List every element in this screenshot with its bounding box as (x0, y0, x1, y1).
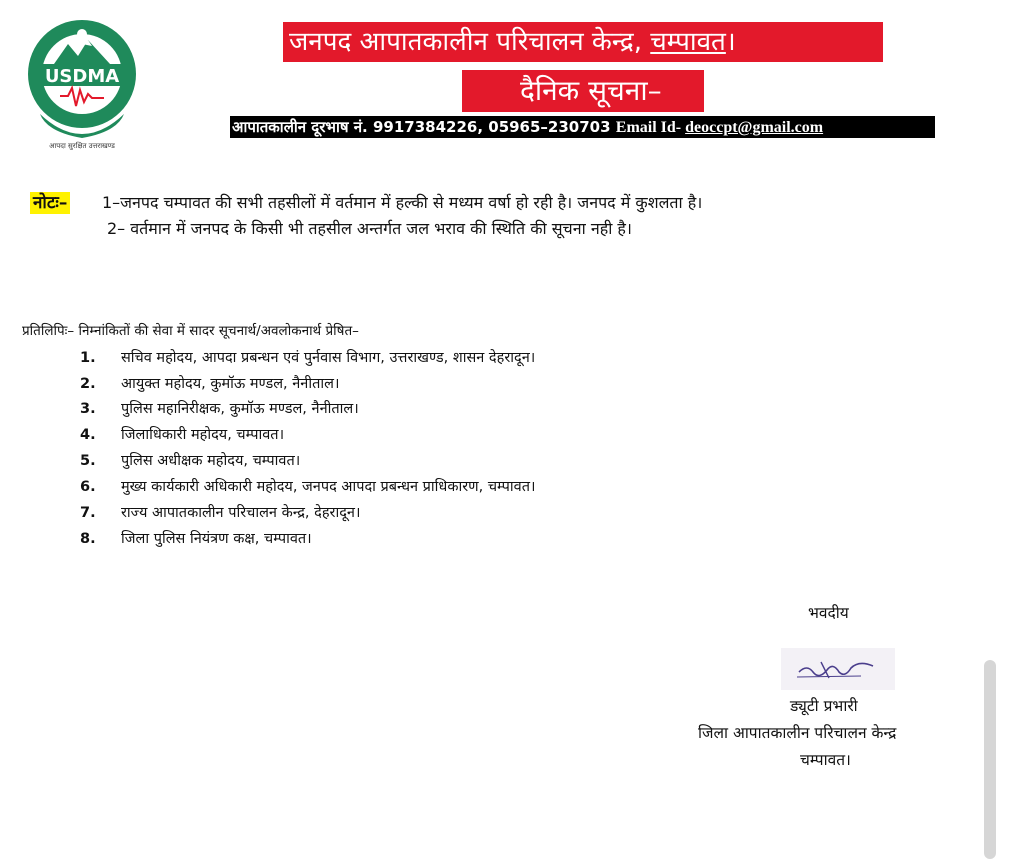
note-line-1: 1–जनपद चम्पावत की सभी तहसीलों में वर्तमान में हल्की से मध्यम वर्षा हो रही है। जनपद में कुशलता है। (102, 193, 703, 212)
place-text: चम्पावत। (800, 751, 851, 769)
list-item (80, 398, 359, 418)
list-number: 4. (80, 427, 96, 443)
subtitle-text: दैनिक सूचना– (520, 74, 662, 107)
email-label: Email Id- (615, 119, 686, 136)
list-item (80, 476, 536, 496)
closing-text: भवदीय (808, 604, 849, 622)
svg-text:आपदा सुरक्षित उत्तराखण्ड: आपदा सुरक्षित उत्तराखण्ड (49, 142, 115, 150)
list-text: पुलिस महानिरीक्षक, कुमॉऊ मण्डल, नैनीताल। (121, 401, 359, 417)
list-number: 1. (80, 350, 96, 366)
contact-phone: आपातकालीन दूरभाष नं. 9917384226, 05965–230703 (232, 118, 616, 136)
list-number: 3. (80, 401, 96, 417)
list-text: पुलिस अधीक्षक महोदय, चम्पावत। (121, 453, 301, 469)
title-end: । (725, 27, 736, 57)
subtitle-banner (462, 70, 704, 112)
list-number: 8. (80, 531, 96, 547)
list-text: जिला पुलिस नियंत्रण कक्ष, चम्पावत। (121, 531, 312, 547)
list-item (80, 528, 312, 548)
usdma-logo (22, 14, 142, 154)
list-number: 7. (80, 505, 96, 521)
note-label: नोटः– (30, 192, 70, 214)
list-item (80, 424, 284, 444)
list-item (80, 373, 339, 393)
list-number: 2. (80, 376, 96, 392)
title-text: जनपद आपातकालीन परिचालन केन्द्र, (289, 27, 651, 57)
title-place: चम्पावत (650, 27, 726, 57)
list-number: 6. (80, 479, 96, 495)
copy-to-heading: प्रतिलिपिः– निम्नांकितों की सेवा में सादर सूचनार्थ/अवलोकनार्थ प्रेषित– (22, 323, 359, 339)
list-text: सचिव महोदय, आपदा प्रबन्धन एवं पुर्नवास विभाग, उत्तराखण्ड, शासन देहरादून। (121, 350, 536, 366)
list-text: मुख्य कार्यकारी अधिकारी महोदय, जनपद आपदा प्रबन्धन प्राधिकारण, चम्पावत। (121, 479, 536, 495)
note-line-2: 2– वर्तमान में जनपद के किसी भी तहसील अन्तर्गत जल भराव की स्थिति की सूचना नही है। (107, 219, 632, 238)
list-item (80, 347, 535, 367)
signature-image (781, 648, 895, 690)
list-text: जिलाधिकारी महोदय, चम्पावत। (121, 427, 285, 443)
list-text: आयुक्त महोदय, कुमॉऊ मण्डल, नैनीताल। (121, 376, 340, 392)
title-banner (283, 22, 883, 62)
designation-text: ड्यूटी प्रभारी (790, 697, 858, 715)
office-text: जिला आपातकालीन परिचालन केन्द्र (698, 724, 897, 742)
email-link[interactable]: deoccpt@gmail.com (685, 119, 824, 136)
list-item (80, 502, 360, 522)
list-item (80, 450, 300, 470)
svg-text:USDMA: USDMA (44, 66, 120, 87)
list-number: 5. (80, 453, 96, 469)
list-text: राज्य आपातकालीन परिचालन केन्द्र, देहरादून। (121, 505, 361, 521)
scrollbar[interactable] (984, 660, 996, 859)
contact-bar (230, 116, 935, 138)
